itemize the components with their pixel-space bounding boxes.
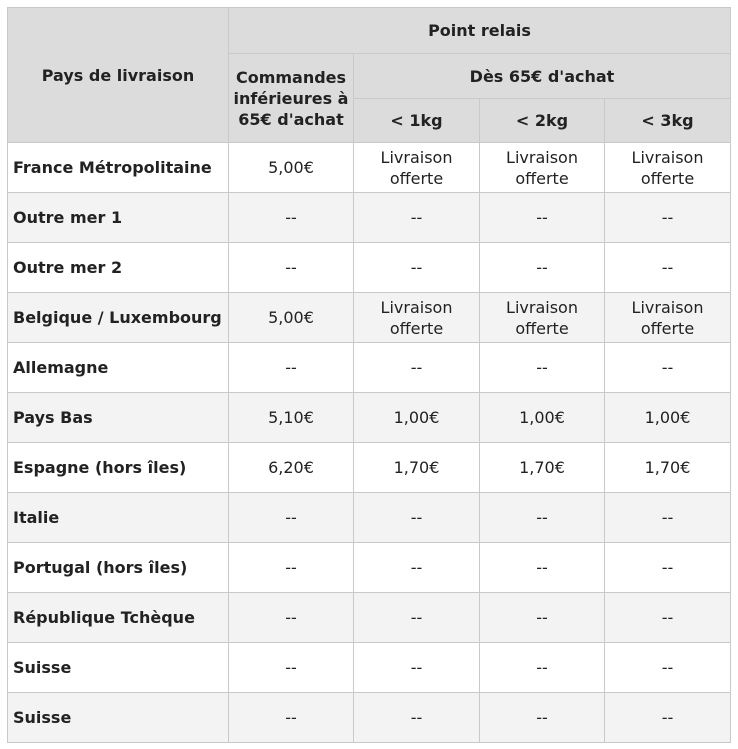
- table-row: [8, 393, 731, 443]
- header-row: [8, 8, 731, 54]
- weight-1kg-price-cell: --: [354, 343, 480, 393]
- table-row: [8, 343, 731, 393]
- table-row: [8, 293, 731, 343]
- table-row: [8, 543, 731, 593]
- weight-3kg-price-cell: --: [605, 193, 731, 243]
- weight-2kg-price-cell: Livraison offerte: [480, 293, 605, 343]
- weight-2kg-price-cell: --: [480, 193, 605, 243]
- table-row: [8, 443, 731, 493]
- weight-3kg-price-cell: --: [605, 343, 731, 393]
- under-65-header: Commandes inférieures à 65€ d'achat: [229, 54, 354, 143]
- weight-2kg-price-cell: Livraison offerte: [480, 143, 605, 193]
- table-row: [8, 243, 731, 293]
- table-row: [8, 643, 731, 693]
- weight-1kg-price-cell: --: [354, 643, 480, 693]
- from-65-header: Dès 65€ d'achat: [354, 54, 731, 99]
- country-cell: Portugal (hors îles): [8, 543, 229, 593]
- under-65-price-cell: 5,00€: [229, 293, 354, 343]
- under-65-price-cell: 6,20€: [229, 443, 354, 493]
- weight-2kg-price-cell: --: [480, 243, 605, 293]
- under-65-price-cell: --: [229, 543, 354, 593]
- weight-2kg-price-cell: --: [480, 543, 605, 593]
- under-65-price-cell: --: [229, 643, 354, 693]
- weight-3kg-price-cell: --: [605, 243, 731, 293]
- weight-3kg-header: < 3kg: [605, 99, 731, 143]
- weight-1kg-price-cell: --: [354, 193, 480, 243]
- weight-1kg-price-cell: --: [354, 243, 480, 293]
- country-column-header: Pays de livraison: [8, 8, 229, 143]
- weight-1kg-price-cell: 1,00€: [354, 393, 480, 443]
- under-65-price-cell: --: [229, 243, 354, 293]
- weight-1kg-price-cell: 1,70€: [354, 443, 480, 493]
- weight-2kg-price-cell: 1,00€: [480, 393, 605, 443]
- weight-2kg-price-cell: --: [480, 693, 605, 743]
- country-cell: Allemagne: [8, 343, 229, 393]
- country-cell: Italie: [8, 493, 229, 543]
- weight-2kg-price-cell: --: [480, 593, 605, 643]
- table-row: [8, 193, 731, 243]
- weight-3kg-price-cell: --: [605, 643, 731, 693]
- weight-1kg-price-cell: --: [354, 493, 480, 543]
- country-cell: Espagne (hors îles): [8, 443, 229, 493]
- weight-3kg-price-cell: 1,00€: [605, 393, 731, 443]
- under-65-price-cell: --: [229, 593, 354, 643]
- weight-3kg-price-cell: 1,70€: [605, 443, 731, 493]
- relay-point-header: Point relais: [229, 8, 731, 54]
- weight-2kg-price-cell: --: [480, 643, 605, 693]
- country-cell: Outre mer 2: [8, 243, 229, 293]
- weight-2kg-price-cell: 1,70€: [480, 443, 605, 493]
- weight-3kg-price-cell: --: [605, 593, 731, 643]
- country-cell: République Tchèque: [8, 593, 229, 643]
- weight-2kg-header: < 2kg: [480, 99, 605, 143]
- weight-1kg-price-cell: --: [354, 593, 480, 643]
- under-65-price-cell: --: [229, 493, 354, 543]
- weight-2kg-price-cell: --: [480, 343, 605, 393]
- weight-1kg-header: < 1kg: [354, 99, 480, 143]
- table-row: [8, 143, 731, 193]
- table-row: [8, 493, 731, 543]
- country-cell: Outre mer 1: [8, 193, 229, 243]
- under-65-price-cell: --: [229, 343, 354, 393]
- country-cell: Suisse: [8, 693, 229, 743]
- table-row: [8, 693, 731, 743]
- under-65-price-cell: --: [229, 693, 354, 743]
- weight-1kg-price-cell: Livraison offerte: [354, 143, 480, 193]
- table-row: [8, 593, 731, 643]
- weight-2kg-price-cell: --: [480, 493, 605, 543]
- weight-3kg-price-cell: --: [605, 693, 731, 743]
- weight-1kg-price-cell: --: [354, 543, 480, 593]
- under-65-price-cell: 5,10€: [229, 393, 354, 443]
- weight-3kg-price-cell: --: [605, 493, 731, 543]
- under-65-price-cell: --: [229, 193, 354, 243]
- weight-3kg-price-cell: Livraison offerte: [605, 143, 731, 193]
- weight-3kg-price-cell: --: [605, 543, 731, 593]
- under-65-price-cell: 5,00€: [229, 143, 354, 193]
- country-cell: Belgique / Luxembourg: [8, 293, 229, 343]
- weight-3kg-price-cell: Livraison offerte: [605, 293, 731, 343]
- country-cell: Pays Bas: [8, 393, 229, 443]
- weight-1kg-price-cell: --: [354, 693, 480, 743]
- shipping-rates-table: [7, 7, 731, 743]
- country-cell: Suisse: [8, 643, 229, 693]
- weight-1kg-price-cell: Livraison offerte: [354, 293, 480, 343]
- country-cell: France Métropolitaine: [8, 143, 229, 193]
